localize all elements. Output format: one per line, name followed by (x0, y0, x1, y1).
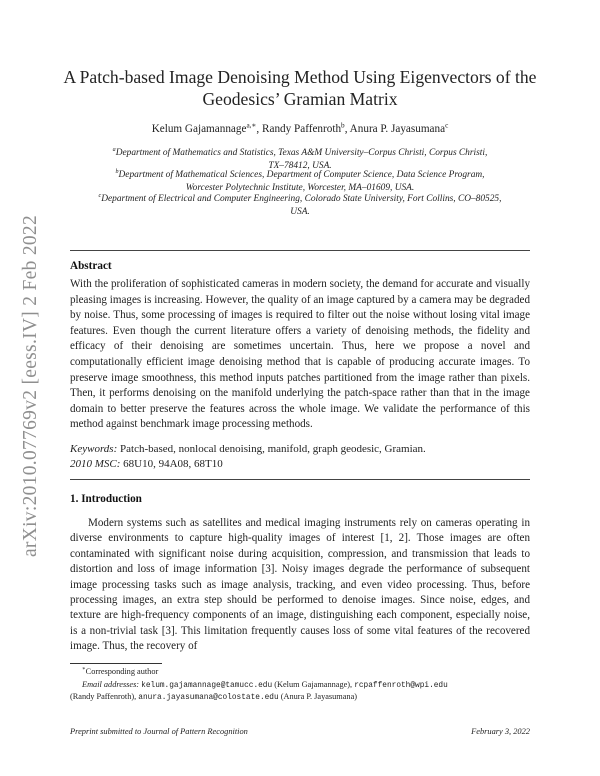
affiliation-line: TX–78412, USA. (268, 160, 332, 171)
msc-text: 68U10, 94A08, 68T10 (123, 458, 223, 470)
author-mark: a,∗ (246, 121, 257, 130)
author-mark: b (341, 121, 345, 130)
abstract-top-rule (70, 250, 530, 251)
intro-paragraph: Modern systems such as satellites and medical imaging instruments rely on cameras operating in diverse environments to capture high-quality images of interest [1, 2]. Those images are often contaminated with significant noise during acquisition, compression, and transmission that leads to distortion and loss of image information [3]. Noisy images degrade the performance of subsequent image processing tasks such as image analysis, tracking, and even video processing. Thus, before processing images, an extra step should be performed to denoise images. Since noise, edges, and texture are high-frequency components of an image, distinguishing each component, especially noise, is a non-trivial task [3]. This limitation frequently causes loss of some vital features of the recovered image. Thus, the recovery of (70, 517, 530, 653)
abstract-bottom-rule (70, 479, 530, 480)
affiliation-b (70, 169, 530, 194)
paper-title (60, 66, 540, 110)
keywords (70, 442, 530, 457)
affiliation-mark: c (98, 192, 102, 199)
email-owner: (Randy Paffenroth), (70, 692, 137, 701)
title-line-1: A Patch-based Image Denoising Method Using Eigenvectors of the (63, 67, 537, 87)
author-name: Randy Paffenroth (262, 123, 342, 135)
affiliation-line: Department of Electrical and Computer Engineering, Colorado State University, Fort Collins, CO–80525, (101, 194, 502, 204)
footnote-mark: ∗ (82, 666, 86, 673)
footnote-corresponding (82, 666, 530, 678)
affiliation-mark: b (115, 168, 119, 175)
keywords-label: Keywords: (70, 443, 118, 455)
email-label: Email addresses: (82, 680, 140, 689)
affiliation-line: Department of Mathematical Sciences, Department of Computer Science, Data Science Program, (118, 170, 485, 180)
affiliation-line: Department of Mathematics and Statistics, Texas A&M University–Corpus Christi, Corpus Christi, (115, 148, 488, 158)
abstract-heading: Abstract (70, 260, 112, 272)
title-line-2: Geodesics’ Gramian Matrix (202, 89, 398, 109)
footnote-rule (70, 663, 162, 664)
author-name: Anura P. Jayasumana (349, 123, 446, 135)
abstract-text: With the proliferation of sophisticated cameras in modern society, the demand for accurate and visually pleasing images is increasing. However, the quality of an image captured by a camera may be degraded by noise. Thus, some processing of images is required to filter out the noise without losing vital image features. Even though the current literature offers a variety of denoising methods, the fidelity and efficacy of their denoising are sometimes uncertain. Thus, here we propose a novel and computationally efficient image denoising method that is capable of producing accurate images. To preserve image smoothness, this method inputs patches partitioned from the image rather than pixels. Then, it performs denoising on the manifold underlying the patch-space rather than that in the image domain to better preserve the features across the whole image. We validate the performance of this method against benchmark image processing methods. (70, 278, 530, 431)
affiliation-mark: a (112, 146, 116, 153)
author-mark: c (445, 121, 449, 130)
author-list: Kelum Gajamannage$^{a,∗}$, Randy Paffenroth$^b$, Anura P. Jayasumana$^c$ (151, 121, 449, 135)
footnote-emails-continued (70, 691, 530, 704)
section-heading: 1. Introduction (70, 493, 142, 505)
msc-codes (70, 457, 530, 472)
email-owner: (Kelum Gajamannage), (274, 680, 353, 689)
email-link[interactable]: rcpaffenroth@wpi.edu (354, 682, 448, 690)
email-link[interactable]: kelum.gajamannage@tamucc.edu (141, 682, 273, 690)
author-name: Kelum Gajamannage (151, 123, 247, 135)
footer-date: February 3, 2022 (471, 727, 530, 736)
affiliation-c (70, 193, 530, 218)
email-owner: (Anura P. Jayasumana) (280, 692, 358, 701)
affiliation-line: Worcester Polytechnic Institute, Worcester, MA–01609, USA. (185, 182, 415, 193)
keywords-text: Patch-based, nonlocal denoising, manifold, graph geodesic, Gramian. (120, 443, 426, 455)
email-link[interactable]: anura.jayasumana@colostate.edu (138, 694, 279, 702)
affiliation-line: USA. (290, 206, 310, 217)
footer-journal: Preprint submitted to Journal of Pattern Recognition (70, 727, 248, 736)
arxiv-stamp: arXiv:2010.07769v2 [eess.IV] 2 Feb 2022 (20, 214, 41, 558)
footnote-corresponding-text: Corresponding author (85, 667, 159, 676)
msc-label: 2010 MSC: (70, 458, 121, 470)
